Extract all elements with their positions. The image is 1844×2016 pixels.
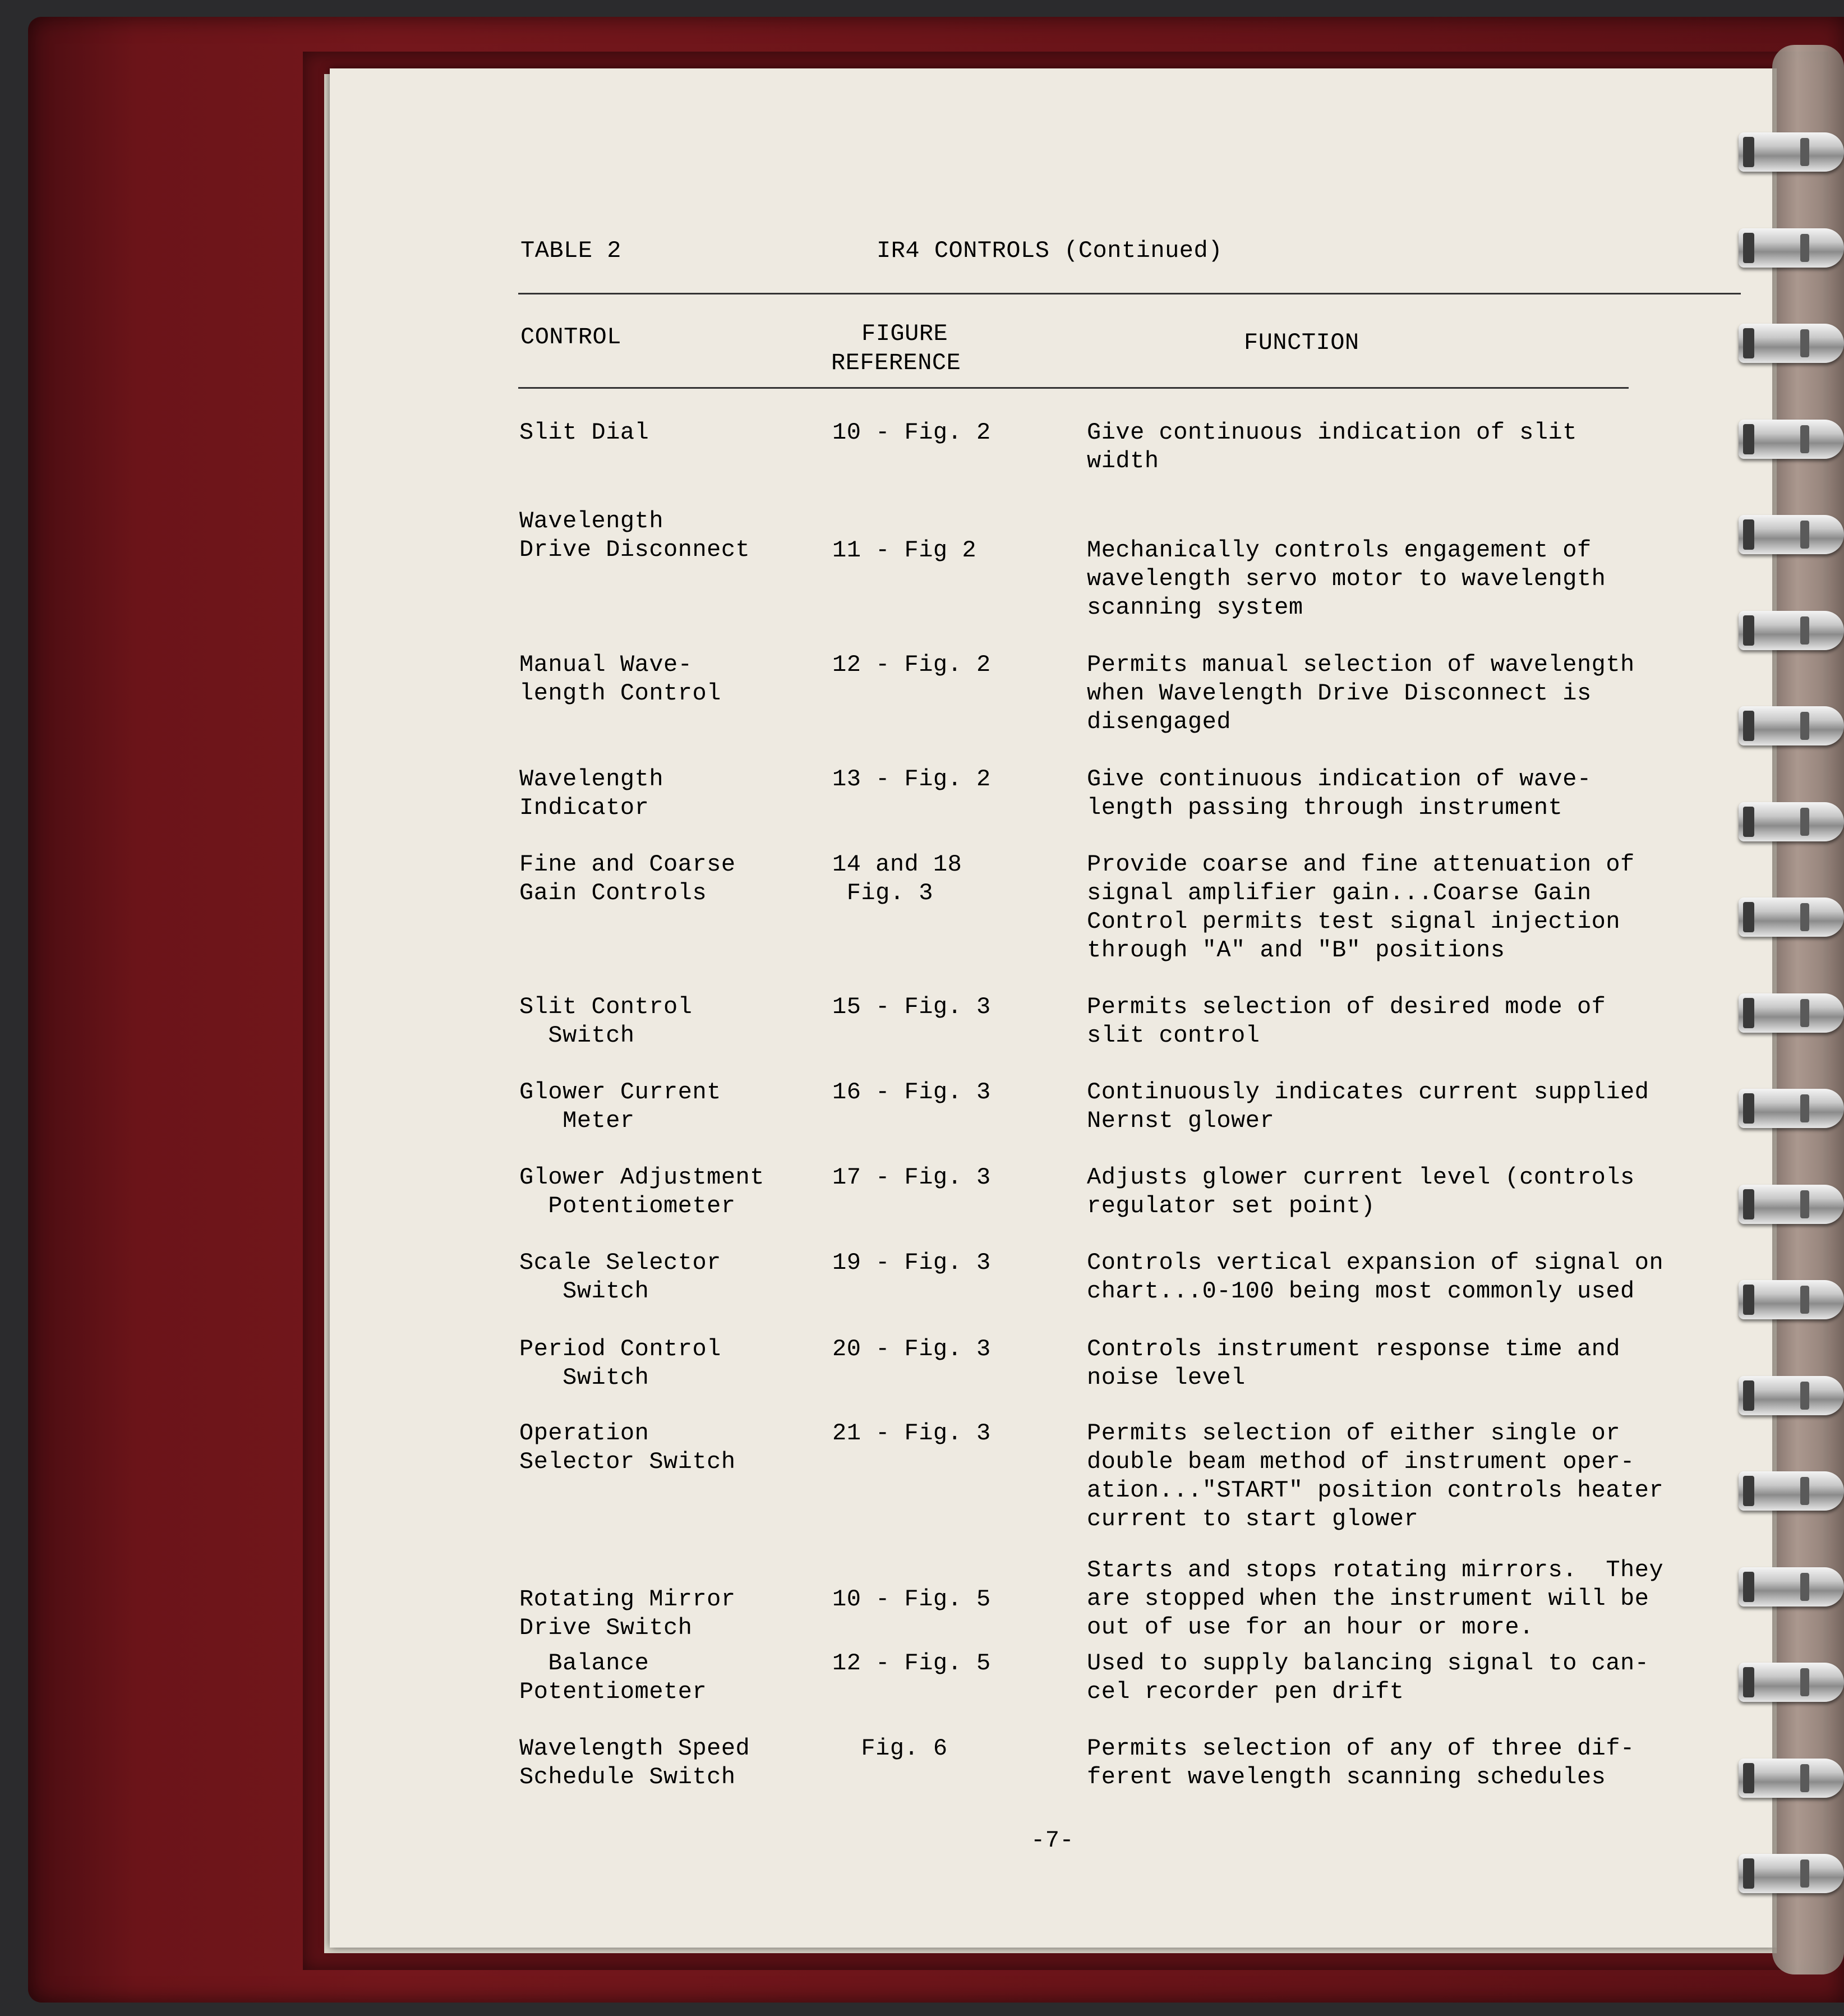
cell-function-line: through "A" and "B" positions <box>1087 937 1505 964</box>
binder-ring <box>1739 515 1844 554</box>
cell-control-line: Potentiometer <box>519 1678 707 1705</box>
binder-ring <box>1739 802 1844 841</box>
cell-function-line: Control permits test signal injection <box>1087 908 1621 935</box>
cell-function-line: Used to supply balancing signal to can- <box>1087 1650 1649 1677</box>
cell-control-line: Operation <box>519 1420 649 1447</box>
binder-ring <box>1739 1759 1844 1798</box>
cell-figure-line: 15 - Fig. 3 <box>832 993 991 1020</box>
cell-function-line: are stopped when the instrument will be <box>1087 1585 1649 1612</box>
cell-control-line: Switch <box>519 1022 635 1049</box>
column-header-function: FUNCTION <box>1244 329 1359 356</box>
cell-figure-line: 21 - Fig. 3 <box>832 1420 991 1447</box>
cell-figure-line: Fig. 3 <box>832 880 933 906</box>
cell-function-line: double beam method of instrument oper- <box>1087 1448 1635 1475</box>
binder-ring <box>1739 1185 1844 1224</box>
cell-function-line: signal amplifier gain...Coarse Gain <box>1087 880 1592 906</box>
cell-control-line: Wavelength <box>519 508 664 535</box>
binder-ring <box>1739 706 1844 745</box>
cell-function-line: chart...0-100 being most commonly used <box>1087 1278 1635 1305</box>
cell-control-line: Indicator <box>519 794 649 821</box>
binder-ring <box>1739 1280 1844 1319</box>
cell-figure-line: 10 - Fig. 2 <box>832 419 991 446</box>
cell-function-line: Nernst glower <box>1087 1107 1275 1134</box>
cell-function-line: Continuously indicates current supplied <box>1087 1079 1649 1106</box>
cell-function-line: Starts and stops rotating mirrors. They <box>1087 1557 1664 1584</box>
cell-figure-line: 12 - Fig. 2 <box>832 651 991 678</box>
binder-ring <box>1739 1471 1844 1511</box>
cell-control-line: Glower Adjustment <box>519 1164 764 1191</box>
cell-function-line: ation..."START" position controls heater <box>1087 1477 1664 1504</box>
cell-function-line: scanning system <box>1087 594 1303 621</box>
binder-ring <box>1739 132 1844 172</box>
cell-function-line: noise level <box>1087 1364 1246 1391</box>
cell-control-line: Meter <box>519 1107 635 1134</box>
column-header-control: CONTROL <box>520 324 621 351</box>
cell-figure-line: 14 and 18 <box>832 851 962 878</box>
cell-control-line: Schedule Switch <box>519 1764 736 1791</box>
table-label: TABLE 2 <box>520 237 621 264</box>
cell-figure-line: 20 - Fig. 3 <box>832 1336 991 1363</box>
cell-function-line: length passing through instrument <box>1087 794 1563 821</box>
cell-control-line: Scale Selector <box>519 1249 721 1276</box>
cell-figure-line: 12 - Fig. 5 <box>832 1650 991 1677</box>
page-title: IR4 CONTROLS (Continued) <box>877 237 1223 264</box>
cell-control-line: Potentiometer <box>519 1193 736 1219</box>
cell-control-line: Wavelength <box>519 766 664 793</box>
cell-control-line: Switch <box>519 1364 649 1391</box>
cell-figure-line: 16 - Fig. 3 <box>832 1079 991 1106</box>
binder-ring <box>1739 228 1844 268</box>
cell-control-line: Manual Wave- <box>519 651 693 678</box>
header-rule-bottom <box>518 387 1629 389</box>
cell-control-line: Switch <box>519 1278 649 1305</box>
cell-function-line: ferent wavelength scanning schedules <box>1087 1764 1606 1791</box>
cell-control-line: Drive Disconnect <box>519 536 750 563</box>
cell-control-line: Fine and Coarse <box>519 851 736 878</box>
binder-ring <box>1739 1567 1844 1607</box>
cell-function-line: cel recorder pen drift <box>1087 1678 1404 1705</box>
cell-function-line: Permits selection of any of three dif- <box>1087 1735 1635 1762</box>
cell-function-line: current to start glower <box>1087 1506 1419 1532</box>
cell-function-line: width <box>1087 448 1159 475</box>
column-header-figure-line2: REFERENCE <box>831 349 961 376</box>
cell-control-line: Slit Dial <box>519 419 649 446</box>
binder-ring <box>1739 1089 1844 1128</box>
cell-figure-line: Fig. 6 <box>832 1735 948 1762</box>
cell-function-line: out of use for an hour or more. <box>1087 1614 1534 1641</box>
cell-control-line: Slit Control <box>519 993 693 1020</box>
cell-control-line: Selector Switch <box>519 1448 736 1475</box>
cell-function-line: Permits manual selection of wavelength <box>1087 651 1635 678</box>
cell-function-line: Controls instrument response time and <box>1087 1336 1621 1363</box>
cell-control-line: Glower Current <box>519 1079 721 1106</box>
binder-ring <box>1739 897 1844 937</box>
cell-function-line: Mechanically controls engagement of <box>1087 537 1592 564</box>
binder-ring <box>1739 324 1844 363</box>
cell-function-line: wavelength servo motor to wavelength <box>1087 565 1606 592</box>
binder-ring <box>1739 611 1844 650</box>
cell-control-line: Rotating Mirror <box>519 1586 736 1613</box>
binder-ring <box>1739 993 1844 1033</box>
cell-control-line: Drive Switch <box>519 1614 693 1641</box>
cell-function-line: regulator set point) <box>1087 1193 1376 1219</box>
cell-function-line: Adjusts glower current level (controls <box>1087 1164 1635 1191</box>
cell-figure-line: 11 - Fig 2 <box>832 537 977 564</box>
cell-function-line: Controls vertical expansion of signal on <box>1087 1249 1664 1276</box>
cell-control-line: Wavelength Speed <box>519 1735 750 1762</box>
cell-control-line: Balance <box>519 1650 649 1677</box>
cell-function-line: Permits selection of either single or <box>1087 1420 1621 1447</box>
binder-ring <box>1739 420 1844 459</box>
binder-ring <box>1739 1376 1844 1415</box>
cell-figure-line: 10 - Fig. 5 <box>832 1586 991 1613</box>
cell-function-line: Permits selection of desired mode of <box>1087 993 1606 1020</box>
cell-function-line: Provide coarse and fine attenuation of <box>1087 851 1635 878</box>
cell-function-line: slit control <box>1087 1022 1260 1049</box>
cell-function-line: Give continuous indication of wave- <box>1087 766 1592 793</box>
page-number: -7- <box>1031 1827 1075 1854</box>
header-rule-top <box>518 293 1741 294</box>
column-header-figure-line1: FIGURE <box>861 320 948 347</box>
cell-control-line: Period Control <box>519 1336 721 1363</box>
binder-ring <box>1739 1854 1844 1893</box>
cell-figure-line: 13 - Fig. 2 <box>832 766 991 793</box>
binder-ring <box>1739 1663 1844 1702</box>
cell-control-line: length Control <box>519 680 721 707</box>
cell-control-line: Gain Controls <box>519 880 707 906</box>
cell-function-line: when Wavelength Drive Disconnect is <box>1087 680 1592 707</box>
cell-figure-line: 17 - Fig. 3 <box>832 1164 991 1191</box>
cell-figure-line: 19 - Fig. 3 <box>832 1249 991 1276</box>
cell-function-line: disengaged <box>1087 708 1232 735</box>
cell-function-line: Give continuous indication of slit <box>1087 419 1577 446</box>
